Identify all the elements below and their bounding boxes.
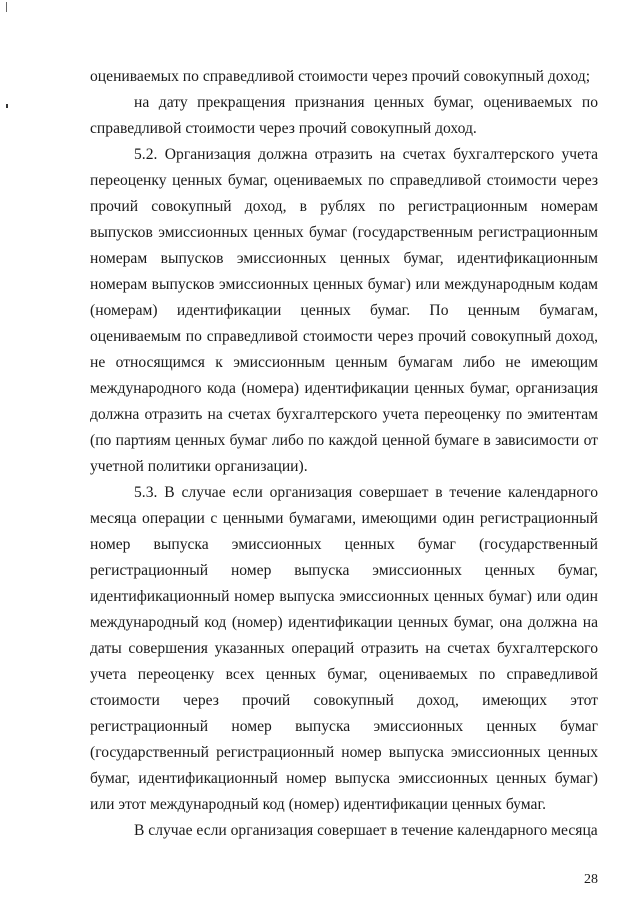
paragraph-5-2: 5.2. Организация должна отразить на счетах бухгалтерского учета переоценку ценных бумаг, оцениваемых по справедливой стоимости через прочий совокупный доход, в рублях по регистрационным номерам выпусков эмиссионных ценных бумаг (государственным регистрационным номерам выпусков эмиссионных ценных бумаг, идентификационным номерам выпусков эмиссионных ценных бумаг) или международным кодам (номерам) идентификации ценных бумаг. По ценным бумагам, оцениваемым по справедливой стоимости через прочий совокупный доход, не относящимся к эмиссионным ценным бумагам либо не имеющим международного кода (номера) идентификации ценных бумаг, организация должна отразить на счетах бухгалтерского учета переоценку по эмитентам (по партиям ценных бумаг либо по каждой ценной бумаге в зависимости от учетной политики организации).: [90, 146, 598, 475]
paragraph-continuation: оцениваемых по справедливой стоимости через прочий совокупный доход;: [90, 68, 591, 85]
scan-margin-mark: [6, 104, 8, 108]
document-body: [90, 64, 598, 844]
paragraph-5-3: 5.3. В случае если организация совершает в течение календарного месяца операции с ценными бумагами, имеющими один регистрационный номер выпуска эмиссионных ценных бумаг (государственный регистрационный номер выпуска эмиссионных ценных бумаг, идентификационный номер выпуска эмиссионных ценных бумаг) или один международный код (номер) идентификации ценных бумаг, она должна на даты совершения указанных операций отразить на счетах бухгалтерского учета переоценку всех ценных бумаг, оцениваемых по справедливой стоимости через прочий совокупный доход, имеющих этот регистрационный номер выпуска эмиссионных ценных бумаг (государственный регистрационный номер выпуска эмиссионных ценных бумаг, идентификационный номер выпуска эмиссионных ценных бумаг) или этот международный код (номер) идентификации ценных бумаг.: [90, 484, 598, 813]
paragraph-termination-date: на дату прекращения признания ценных бумаг, оцениваемых по справедливой стоимости через прочий совокупный доход.: [90, 94, 598, 137]
scan-margin-mark: [6, 2, 7, 12]
paragraph-5-3-continued: В случае если организация совершает в течение календарного месяца: [134, 822, 598, 839]
page-number: 28: [584, 872, 598, 887]
